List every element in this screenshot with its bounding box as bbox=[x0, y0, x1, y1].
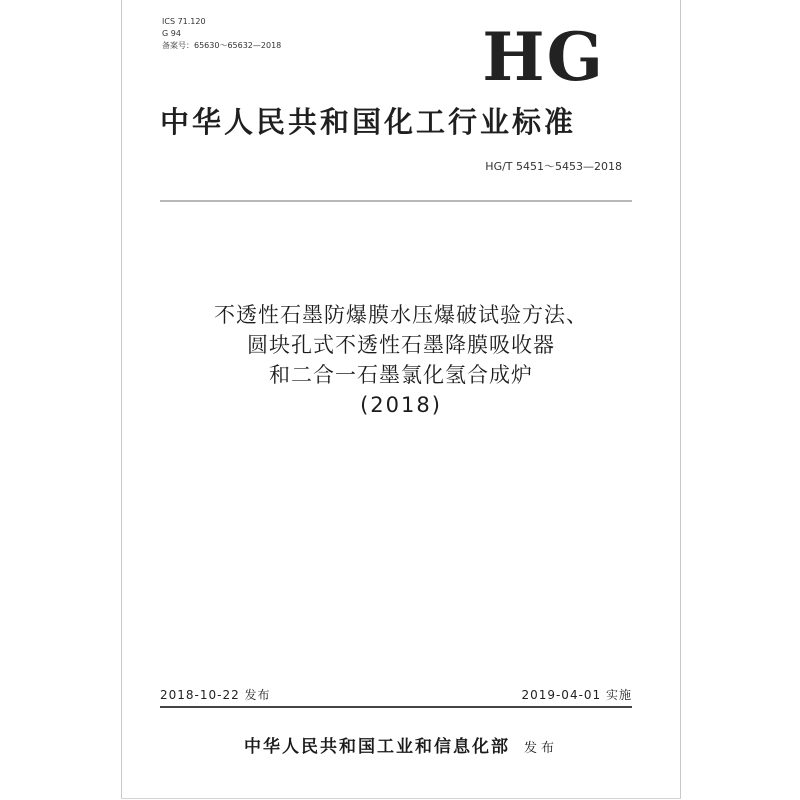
ccs-code: G 94 bbox=[162, 29, 181, 38]
title-line-1: 不透性石墨防爆膜水压爆破试验方法、 bbox=[214, 303, 588, 327]
title-line-3: 和二合一石墨氯化氢合成炉 bbox=[269, 363, 533, 387]
title-year: (2018) bbox=[360, 393, 442, 417]
classification-codes bbox=[162, 16, 281, 52]
title-line-2: 圆块孔式不透性石墨降膜吸收器 bbox=[247, 333, 555, 357]
implementation-date: 2019-04-01 实施 bbox=[521, 688, 632, 702]
issuer-line bbox=[122, 732, 680, 757]
filing-number: 备案号：65630～65632—2018 bbox=[162, 41, 282, 50]
bottom-divider bbox=[160, 706, 632, 708]
date-row bbox=[160, 686, 632, 704]
publish-label: 发布 bbox=[523, 741, 558, 756]
standard-category-title: 中华人民共和国化工行业标准 bbox=[160, 105, 577, 139]
hg-logo: HG bbox=[482, 18, 605, 96]
standard-number: HG/T 5451～5453—2018 bbox=[485, 160, 622, 173]
top-divider bbox=[160, 200, 632, 202]
document-title bbox=[122, 300, 680, 420]
issuing-organization: 中华人民共和国工业和信息化部 bbox=[243, 737, 510, 757]
ics-code: ICS 71.120 bbox=[162, 17, 206, 26]
standard-cover-page bbox=[121, 0, 681, 799]
issue-date: 2018-10-22 发布 bbox=[160, 688, 271, 702]
